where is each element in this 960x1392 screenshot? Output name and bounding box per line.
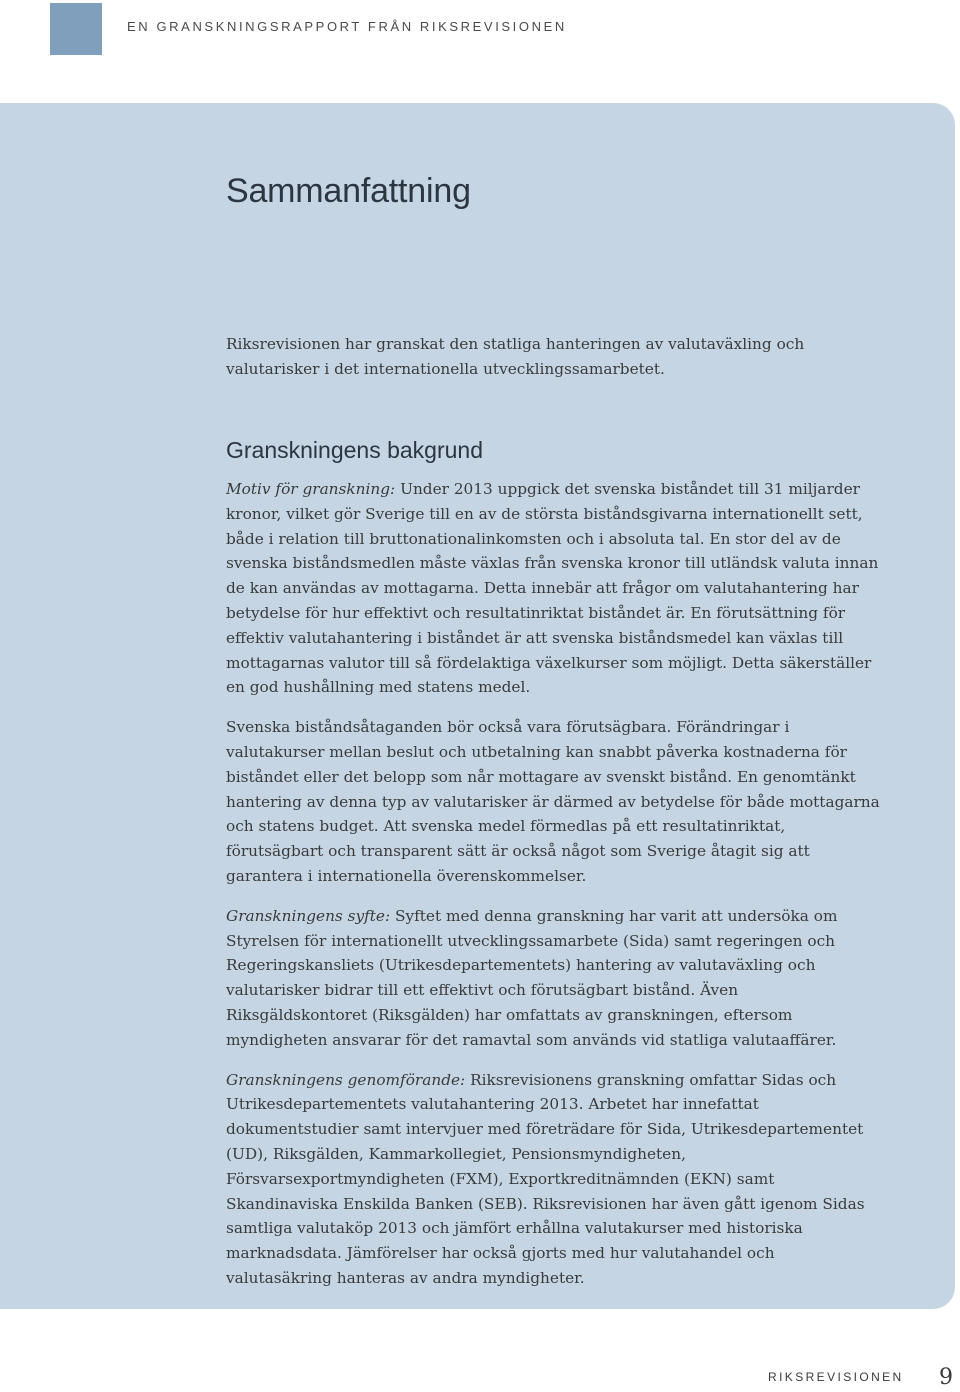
- paragraph-motive: [226, 477, 881, 700]
- corner-accent-square: [50, 3, 102, 55]
- paragraph-text: Svenska biståndsåtaganden bör också vara förutsägbara. Förändringar i valutakurser mellan beslut och utbetalning kan snabbt påverka kostnaderna för biståndet eller det belopp som når mottagare av svenskt bistånd. En genomtänkt hantering av denna typ av valutarisker är därmed av betydelse för både mottagarna och statens budget. Att svenska medel förmedlas på ett resultatinriktat, förutsägbart och transparent sätt är också något som Sverige åtagit sig att garantera i internationella överenskommelser.: [226, 718, 880, 885]
- intro-paragraph: Riksrevisionen har granskat den statliga hanteringen av valutaväxling och valutarisker i det internationella utvecklingssamarbetet.: [226, 335, 805, 378]
- paragraph-text: Under 2013 uppgick det svenska biståndet till 31 miljarder kronor, vilket gör Sverige till en av de största biståndsgivarna internationellt sett, både i relation till bruttonationalinkomsten och i absoluta tal. En stor del av de svenska biståndsmedlen måste växlas från svenska kronor till utländsk valuta innan de kan användas av mottagarna. Detta innebär att frågor om valutahantering har betydelse för hur effektivt och resultatinriktat biståndet är. En förutsättning för effektiv valutahantering i biståndet är att svenska biståndsmedel kan växlas till mottagarnas valutor till så fördelaktiga växelkurser som möjligt. Detta säkerställer en god hushållning med statens medel.: [226, 480, 879, 697]
- section-body: [226, 477, 881, 1306]
- paragraph-lead: Granskningens genomförande:: [226, 1070, 466, 1089]
- footer-label: RIKSREVISIONEN: [768, 1370, 904, 1384]
- running-header: EN GRANSKNINGSRAPPORT FRÅN RIKSREVISIONEN: [127, 19, 567, 34]
- page-number: 9: [939, 1365, 953, 1390]
- paragraph-predictability: [226, 715, 881, 889]
- paragraph-lead: Granskningens syfte:: [226, 906, 391, 925]
- paragraph-text: Riksrevisionens granskning omfattar Sidas och Utrikesdepartementets valutahantering 2013. Arbetet har innefattat dokumentstudier samt intervjuer med företrädare för Sida, Utrikesdepartementet (UD), Riksgälden, Kammarkollegiet, Pensionsmyndigheten, Försvarsexportmyndigheten (FXM), Exportkreditnämnden (EKN) samt Skandinaviska Enskilda Banken (SEB). Riksrevisionen har även gått igenom Sidas samtliga valutaköp 2013 och jämfört erhållna valutakurser med historiska marknadsdata. Jämförelser har också gjorts med hur valutahandel och valutasäkring hanteras av andra myndigheter.: [226, 1070, 865, 1287]
- paragraph-lead: Motiv för granskning:: [226, 480, 396, 498]
- paragraph-purpose: [226, 904, 881, 1053]
- paragraph-method: [226, 1068, 881, 1291]
- section-heading: Granskningens bakgrund: [226, 437, 483, 463]
- paragraph-text: Syftet med denna granskning har varit att undersöka om Styrelsen för internationellt utvecklingssamarbete (Sida) samt regeringen och Regeringskansliets (Utrikesdepartementets) hantering av valutaväxling och valutarisker bidrar till ett effektivt och förutsägbart bistånd. Även Riksgäldskontoret (Riksgälden) har omfattats av granskningen, eftersom myndigheten ansvarar för det ramavtal som används vid statliga valutaaffärer.: [226, 906, 838, 1049]
- page-title: Sammanfattning: [226, 172, 471, 210]
